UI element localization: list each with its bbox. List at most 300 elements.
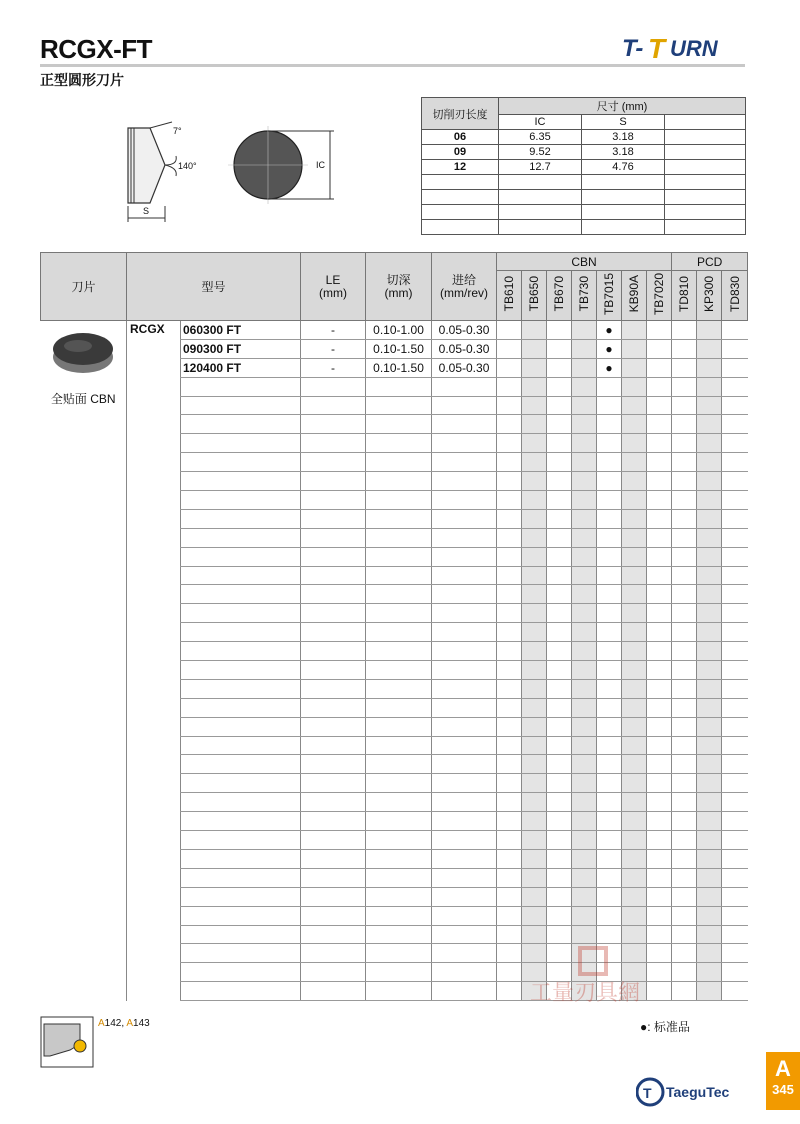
grade-header: TD830	[722, 271, 748, 321]
grade-cell	[572, 717, 597, 736]
grade-cell	[672, 698, 697, 717]
model-cell	[181, 925, 301, 944]
grade-cell	[597, 774, 622, 793]
grade-cell	[497, 547, 522, 566]
legend-note: ●: 标准品	[640, 1020, 690, 1034]
svg-text:TaeguTec: TaeguTec	[666, 1084, 730, 1100]
value-cell: 0.05-0.30	[432, 321, 497, 340]
grade-cell	[547, 434, 572, 453]
model-cell	[181, 887, 301, 906]
insert-table	[40, 252, 748, 1001]
grade-cell	[497, 679, 522, 698]
grade-cell	[672, 321, 697, 340]
grade-cell	[647, 849, 672, 868]
grade-cell	[722, 415, 748, 434]
grade-cell	[722, 566, 748, 585]
grade-cell	[622, 661, 647, 680]
grade-cell	[597, 679, 622, 698]
grade-cell	[672, 717, 697, 736]
value-cell	[366, 434, 432, 453]
grade-cell	[722, 698, 748, 717]
value-cell	[432, 547, 497, 566]
value-cell	[301, 736, 366, 755]
value-cell	[301, 698, 366, 717]
value-cell	[432, 472, 497, 491]
grade-cell	[522, 339, 547, 358]
model-cell	[181, 944, 301, 963]
model-cell: 120400 FT	[181, 358, 301, 377]
grade-cell	[597, 623, 622, 642]
grade-header: TB650	[522, 271, 547, 321]
grade-cell	[597, 831, 622, 850]
model-cell	[181, 906, 301, 925]
value-cell	[366, 491, 432, 510]
grade-cell	[497, 868, 522, 887]
grade-cell	[497, 661, 522, 680]
grade-cell	[547, 396, 572, 415]
model-cell	[181, 812, 301, 831]
value-cell	[366, 906, 432, 925]
grade-cell	[572, 774, 597, 793]
grade-cell	[697, 585, 722, 604]
value-cell: -	[301, 358, 366, 377]
grade-cell	[522, 793, 547, 812]
value-cell	[432, 679, 497, 698]
value-cell	[432, 415, 497, 434]
grade-cell	[547, 793, 572, 812]
insert-drawing	[110, 118, 350, 228]
grade-cell	[572, 453, 597, 472]
grade-cell	[722, 755, 748, 774]
holder-thumbnail	[40, 1016, 94, 1068]
grade-cell	[672, 642, 697, 661]
grade-cell	[497, 812, 522, 831]
grade-cell	[622, 906, 647, 925]
value-cell	[366, 736, 432, 755]
grade-cell	[622, 396, 647, 415]
grade-cell	[547, 661, 572, 680]
grade-cell	[622, 623, 647, 642]
grade-cell	[572, 831, 597, 850]
value-cell	[301, 849, 366, 868]
grade-cell	[672, 906, 697, 925]
grade-cell	[497, 755, 522, 774]
grade-cell	[622, 453, 647, 472]
grade-cell	[597, 793, 622, 812]
value-cell	[432, 868, 497, 887]
grade-cell	[522, 491, 547, 510]
grade-cell	[672, 528, 697, 547]
grade-cell	[672, 415, 697, 434]
value-cell	[432, 812, 497, 831]
angle-side-label: 140°	[178, 161, 197, 171]
grade-cell	[497, 358, 522, 377]
grade-cell	[647, 547, 672, 566]
grade-cell	[722, 849, 748, 868]
grade-cell	[647, 717, 672, 736]
model-cell	[181, 528, 301, 547]
grade-cell	[647, 528, 672, 547]
grade-cell	[597, 491, 622, 510]
value-cell	[301, 623, 366, 642]
grade-cell	[722, 831, 748, 850]
value-cell	[366, 509, 432, 528]
insert-caption: 全贴面 CBN	[50, 392, 116, 406]
grade-cell	[522, 434, 547, 453]
grade-cell	[697, 661, 722, 680]
grade-cell	[547, 831, 572, 850]
grade-cell	[647, 415, 672, 434]
grade-cell	[572, 491, 597, 510]
value-cell	[366, 661, 432, 680]
grade-cell	[497, 491, 522, 510]
grade-header: TB670	[547, 271, 572, 321]
grade-cell	[572, 642, 597, 661]
value-cell	[432, 925, 497, 944]
grade-cell	[597, 717, 622, 736]
value-cell	[366, 793, 432, 812]
group-cbn: CBN	[497, 253, 672, 271]
value-cell	[301, 377, 366, 396]
value-cell	[301, 925, 366, 944]
col-dimensions: 尺寸 (mm)	[499, 98, 746, 115]
grade-cell	[597, 566, 622, 585]
grade-cell	[597, 755, 622, 774]
grade-cell	[672, 868, 697, 887]
grade-cell	[622, 698, 647, 717]
grade-cell	[722, 717, 748, 736]
grade-cell	[622, 774, 647, 793]
page-reference[interactable]: A142, A143	[98, 1018, 150, 1029]
value-cell: -	[301, 339, 366, 358]
grade-cell	[497, 736, 522, 755]
col-ic: IC	[499, 115, 582, 130]
grade-cell	[722, 547, 748, 566]
grade-cell	[522, 547, 547, 566]
grade-cell	[672, 509, 697, 528]
value-cell	[301, 491, 366, 510]
value-cell	[366, 415, 432, 434]
grade-cell	[647, 623, 672, 642]
grade-cell	[647, 491, 672, 510]
grade-cell	[547, 509, 572, 528]
grade-cell	[572, 736, 597, 755]
value-cell: 0.10-1.50	[366, 358, 432, 377]
grade-cell	[547, 868, 572, 887]
grade-cell	[572, 472, 597, 491]
model-cell	[181, 453, 301, 472]
t-turn-logo	[618, 30, 748, 64]
grade-cell	[572, 755, 597, 774]
value-cell	[301, 887, 366, 906]
grade-cell	[622, 491, 647, 510]
grade-cell	[622, 831, 647, 850]
grade-cell	[547, 339, 572, 358]
value-cell	[301, 982, 366, 1001]
grade-cell	[722, 453, 748, 472]
grade-cell	[572, 906, 597, 925]
value-cell	[366, 868, 432, 887]
grade-cell	[547, 812, 572, 831]
grade-cell	[497, 339, 522, 358]
grade-cell	[697, 358, 722, 377]
grade-cell	[522, 679, 547, 698]
grade-cell	[522, 925, 547, 944]
grade-cell	[647, 774, 672, 793]
grade-cell	[547, 717, 572, 736]
grade-cell	[522, 321, 547, 340]
grade-cell	[572, 793, 597, 812]
value-cell	[366, 812, 432, 831]
value-cell	[366, 849, 432, 868]
grade-cell	[622, 566, 647, 585]
grade-cell	[722, 736, 748, 755]
value-cell: 0.10-1.50	[366, 339, 432, 358]
grade-cell	[722, 925, 748, 944]
grade-cell	[572, 812, 597, 831]
grade-cell	[722, 774, 748, 793]
value-cell	[432, 491, 497, 510]
grade-cell	[547, 887, 572, 906]
grade-cell: ●	[597, 321, 622, 340]
model-cell	[181, 566, 301, 585]
grade-cell	[672, 377, 697, 396]
grade-cell	[672, 396, 697, 415]
value-cell	[432, 566, 497, 585]
grade-cell	[547, 774, 572, 793]
model-cell	[181, 623, 301, 642]
value-cell	[366, 755, 432, 774]
value-cell	[366, 944, 432, 963]
value-cell	[366, 698, 432, 717]
grade-cell	[672, 812, 697, 831]
grade-cell	[547, 679, 572, 698]
value-cell	[301, 717, 366, 736]
grade-cell	[722, 491, 748, 510]
grade-header: KP300	[697, 271, 722, 321]
table-row: 09 9.52 3.18	[422, 145, 746, 160]
grade-cell	[497, 944, 522, 963]
grade-cell	[597, 925, 622, 944]
grade-cell	[647, 396, 672, 415]
grade-cell	[522, 377, 547, 396]
grade-cell	[497, 472, 522, 491]
col-le: LE (mm)	[301, 253, 366, 321]
grade-cell	[497, 434, 522, 453]
grade-cell	[622, 358, 647, 377]
grade-cell	[572, 623, 597, 642]
grade-cell	[672, 339, 697, 358]
grade-cell	[522, 528, 547, 547]
grade-cell	[697, 812, 722, 831]
grade-cell: ●	[597, 358, 622, 377]
grade-cell	[722, 868, 748, 887]
grade-cell	[622, 321, 647, 340]
value-cell	[366, 453, 432, 472]
value-cell	[366, 642, 432, 661]
grade-cell	[572, 358, 597, 377]
grade-cell	[722, 377, 748, 396]
value-cell	[301, 415, 366, 434]
grade-cell	[647, 453, 672, 472]
value-cell	[432, 849, 497, 868]
value-cell	[366, 528, 432, 547]
value-cell	[432, 377, 497, 396]
grade-cell	[622, 642, 647, 661]
grade-cell	[522, 604, 547, 623]
value-cell	[301, 831, 366, 850]
value-cell	[432, 642, 497, 661]
grade-cell	[672, 585, 697, 604]
grade-cell	[622, 472, 647, 491]
col-empty	[665, 115, 746, 130]
insert-image	[48, 321, 118, 381]
model-cell	[181, 642, 301, 661]
grade-cell	[647, 566, 672, 585]
grade-cell	[547, 358, 572, 377]
grade-cell	[522, 358, 547, 377]
value-cell: -	[301, 321, 366, 340]
value-cell	[432, 755, 497, 774]
grade-cell	[697, 377, 722, 396]
grade-cell	[497, 566, 522, 585]
grade-cell	[497, 377, 522, 396]
grade-cell	[722, 434, 748, 453]
grade-cell	[522, 698, 547, 717]
series-label: RCGX	[130, 322, 165, 336]
grade-cell	[597, 585, 622, 604]
grade-cell	[697, 396, 722, 415]
value-cell	[301, 679, 366, 698]
group-pcd: PCD	[672, 253, 748, 271]
grade-cell	[547, 604, 572, 623]
grade-cell	[722, 661, 748, 680]
grade-cell	[672, 547, 697, 566]
grade-cell	[697, 339, 722, 358]
grade-cell	[722, 604, 748, 623]
grade-cell	[597, 528, 622, 547]
grade-cell	[547, 377, 572, 396]
grade-cell	[622, 679, 647, 698]
grade-cell	[547, 547, 572, 566]
grade-cell	[497, 774, 522, 793]
model-cell	[181, 698, 301, 717]
grade-cell	[572, 434, 597, 453]
grade-cell	[622, 849, 647, 868]
page-number: 345	[772, 1082, 794, 1097]
grade-cell	[722, 642, 748, 661]
grade-cell	[647, 793, 672, 812]
grade-cell	[672, 793, 697, 812]
model-cell	[181, 868, 301, 887]
value-cell	[432, 736, 497, 755]
col-cutting-edge: 切削刃长度	[422, 98, 499, 130]
model-cell: 090300 FT	[181, 339, 301, 358]
grade-cell	[697, 868, 722, 887]
value-cell	[432, 453, 497, 472]
grade-cell	[722, 528, 748, 547]
grade-cell	[697, 774, 722, 793]
grade-cell	[497, 321, 522, 340]
grade-cell	[597, 736, 622, 755]
grade-cell	[672, 887, 697, 906]
grade-cell	[697, 906, 722, 925]
grade-cell	[572, 377, 597, 396]
grade-cell	[572, 925, 597, 944]
grade-cell	[697, 434, 722, 453]
grade-cell	[597, 396, 622, 415]
grade-cell	[672, 604, 697, 623]
grade-cell	[597, 698, 622, 717]
value-cell	[301, 944, 366, 963]
grade-cell	[497, 698, 522, 717]
grade-header: KB90A	[622, 271, 647, 321]
grade-cell	[572, 849, 597, 868]
grade-cell	[647, 321, 672, 340]
grade-cell	[697, 604, 722, 623]
grade-cell	[672, 925, 697, 944]
model-cell	[181, 509, 301, 528]
model-cell	[181, 736, 301, 755]
value-cell: 0.10-1.00	[366, 321, 432, 340]
svg-text:工量刃具網: 工量刃具網	[530, 981, 641, 1006]
section-tab: A 345	[766, 1052, 800, 1110]
grade-cell	[597, 906, 622, 925]
grade-cell	[522, 415, 547, 434]
value-cell	[432, 434, 497, 453]
grade-cell	[522, 642, 547, 661]
model-cell	[181, 585, 301, 604]
grade-cell	[572, 566, 597, 585]
s-label: S	[143, 206, 150, 216]
model-cell	[181, 717, 301, 736]
grade-cell	[497, 793, 522, 812]
grade-cell	[522, 831, 547, 850]
grade-cell	[572, 698, 597, 717]
value-cell	[301, 585, 366, 604]
value-cell	[432, 509, 497, 528]
value-cell	[301, 661, 366, 680]
grade-cell	[697, 623, 722, 642]
grade-cell	[522, 887, 547, 906]
grade-cell	[547, 528, 572, 547]
table-row	[41, 321, 748, 340]
grade-cell	[547, 906, 572, 925]
grade-cell	[697, 944, 722, 963]
value-cell	[301, 566, 366, 585]
grade-cell	[547, 321, 572, 340]
value-cell	[366, 547, 432, 566]
grade-cell	[647, 925, 672, 944]
grade-cell	[497, 585, 522, 604]
grade-cell	[647, 509, 672, 528]
svg-text:URN: URN	[670, 36, 718, 61]
grade-cell	[597, 547, 622, 566]
grade-cell	[597, 377, 622, 396]
grade-cell	[547, 736, 572, 755]
col-feed: 进给 (mm/rev)	[432, 253, 497, 321]
grade-cell	[572, 321, 597, 340]
grade-cell	[572, 661, 597, 680]
grade-cell	[622, 925, 647, 944]
grade-cell	[497, 528, 522, 547]
value-cell	[366, 963, 432, 982]
col-model: 型号	[127, 253, 301, 321]
value-cell	[366, 679, 432, 698]
grade-cell	[647, 736, 672, 755]
grade-cell	[697, 472, 722, 491]
grade-cell	[672, 944, 697, 963]
